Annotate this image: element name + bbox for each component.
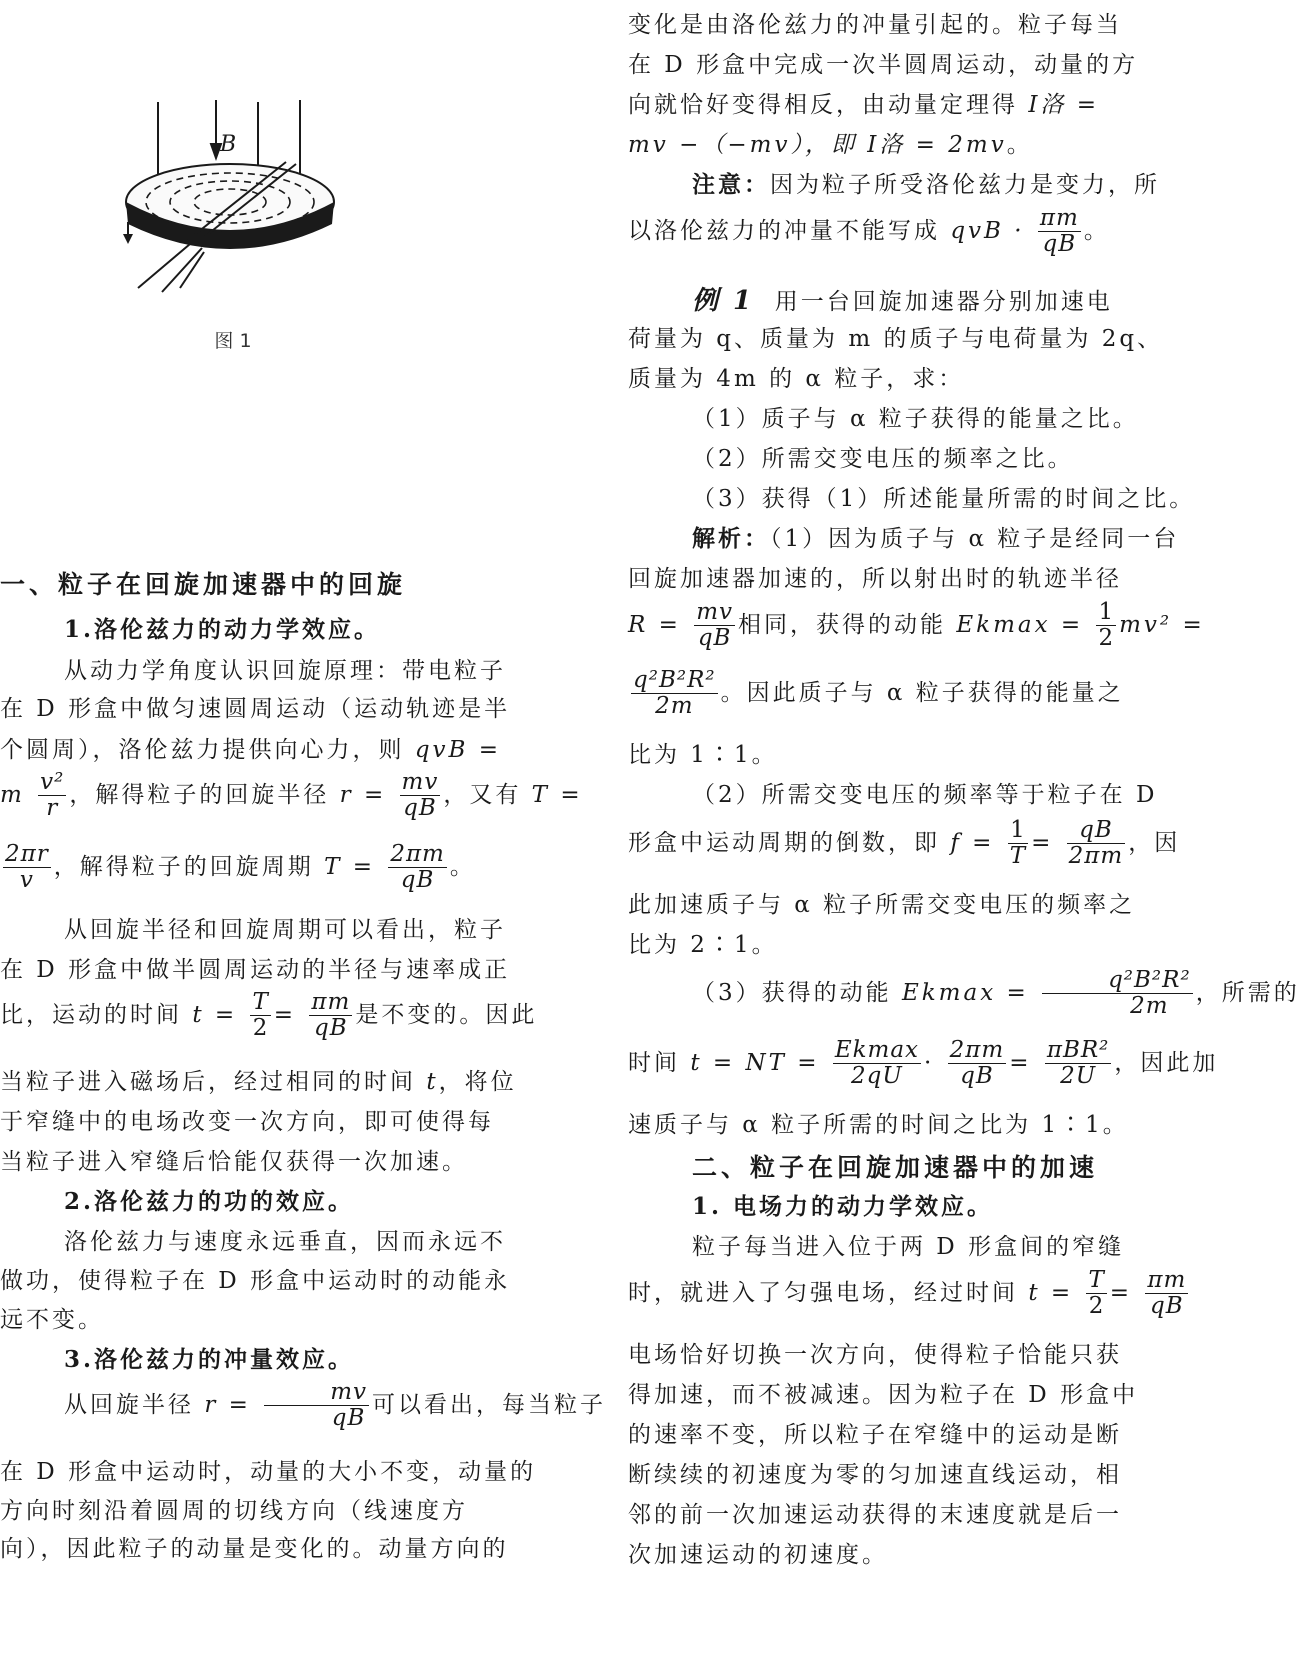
- paragraph-line: 得加速，而不被减速。因为粒子在 D 形盒中: [628, 1382, 1139, 1408]
- subsection-2-title: 2.洛伦兹力的功的效应。: [64, 1188, 355, 1215]
- formula: Ekmax =: [901, 979, 1029, 1006]
- paragraph-line: 从动力学角度认识回旋原理：带电粒子: [64, 658, 506, 684]
- paragraph-line: 回旋加速器加速的，所以射出时的轨迹半径: [628, 566, 1122, 592]
- text-run: （3）获得的动能: [692, 979, 902, 1006]
- text-run: 以洛伦兹力的冲量不能写成: [628, 217, 951, 244]
- paragraph-line: 比为 1∶1。: [628, 742, 778, 768]
- formula: m: [0, 781, 25, 808]
- note-label: 注意：: [692, 172, 770, 198]
- fraction-pim-qb: $\frac{\pi m}{qB}$: [311, 989, 351, 1042]
- paragraph-line: 做功，使得粒子在 D 形盒中运动时的动能永: [0, 1268, 511, 1294]
- formula: I洛 =: [1028, 92, 1099, 118]
- paragraph-line: 在 D 形盒中做半圆周运动的半径与速率成正: [0, 957, 511, 983]
- text-run: 比，运动的时间: [0, 1001, 193, 1028]
- paragraph-line: 次加速运动的初速度。: [628, 1542, 888, 1568]
- paragraph-line: [628, 126, 1188, 159]
- fraction-q2b2r2-2m: $\frac{\text{q²B²R²}}{2m}$: [633, 667, 716, 720]
- text-run: 。因此质子与 α 粒子获得的能量之: [720, 679, 1124, 706]
- formula: T =: [324, 853, 375, 880]
- formula-line: [0, 842, 578, 902]
- formula: r =: [339, 781, 387, 808]
- formula: t =: [1028, 1279, 1074, 1306]
- paragraph-line: 方向时刻沿着圆周的切线方向（线速度方: [0, 1498, 468, 1524]
- text-run: 向就恰好变得相反，由动量定理得: [628, 92, 1029, 118]
- fraction-2pim-qb: $\frac{2\pi m}{qB}$: [390, 841, 445, 894]
- text-run: 。: [1006, 132, 1033, 158]
- paragraph-line: 断续续的初速度为零的匀加速直线运动，相: [628, 1462, 1122, 1488]
- text-run: 当粒子进入磁场后，经过相同的时间: [0, 1069, 427, 1095]
- text-run: 相同，获得的动能: [738, 611, 957, 638]
- section-1-title: 一、粒子在回旋加速器中的回旋: [0, 570, 407, 599]
- formula: Ekmax =: [956, 611, 1084, 638]
- fraction-ek-2qu: Ekmax 2qU: [834, 1037, 920, 1090]
- paragraph-line: 从回旋半径和回旋周期可以看出，粒子: [64, 917, 506, 943]
- fraction-t-2: $\frac{T}{2}$: [1088, 1267, 1105, 1320]
- paragraph-line: 向），因此粒子的动量是变化的。动量方向的: [0, 1536, 509, 1562]
- fraction-2pim-qb: $\frac{2\pi m}{qB}$: [949, 1037, 1005, 1090]
- cyclotron-figure: [118, 92, 398, 322]
- paragraph-line: 荷量为 q、质量为 m 的质子与电荷量为 2q、: [628, 326, 1164, 352]
- paragraph-line: 当粒子进入窄缝后恰能仅获得一次加速。: [0, 1149, 468, 1175]
- paragraph-line: 邻的前一次加速运动获得的末速度就是后一: [628, 1502, 1122, 1528]
- example-line: [628, 280, 1188, 317]
- fraction-t-2: $\frac{T}{2}$: [252, 989, 269, 1042]
- paragraph-line: 远不变。: [0, 1307, 104, 1333]
- fraction-q2b2r2-2m: $\frac{\text{q²B²R²}}{2m}$: [1042, 968, 1193, 1020]
- solution-label: 解析：: [692, 526, 770, 552]
- formula: r =: [204, 1391, 251, 1418]
- paragraph-line: 变化是由洛伦兹力的冲量引起的。粒子每当: [628, 12, 1122, 38]
- formula: f =: [950, 829, 995, 856]
- question-1: （1）质子与 α 粒子获得的能量之比。: [692, 406, 1139, 432]
- formula: mv −（−mv），即: [628, 132, 868, 158]
- formula-line: [628, 206, 1188, 266]
- question-3: （3）获得（1）所述能量所需的时间之比。: [692, 486, 1196, 512]
- text-run: 。: [1083, 217, 1110, 244]
- formula: R =: [628, 611, 681, 638]
- subsection-3-title: 3.洛伦兹力的冲量效应。: [64, 1346, 355, 1373]
- fraction-2pir-v: $\frac{2\pi r}{v}$: [5, 841, 49, 894]
- paragraph-line: 速质子与 α 粒子所需的时间之比为 1∶1。: [628, 1112, 1129, 1138]
- formula: I洛 = 2mv: [867, 132, 1007, 158]
- subsection-4-title: 1. 电场力的动力学效应。: [692, 1193, 994, 1220]
- text-run: ，因: [1128, 829, 1181, 856]
- solution-line: [628, 520, 1188, 553]
- text-run: 可以看出，每当粒子: [372, 1391, 607, 1418]
- section-2-title: 二、粒子在回旋加速器中的加速: [692, 1153, 1099, 1182]
- fraction-mv-qb: $\frac{mv}{qB}$: [401, 769, 439, 822]
- fraction-mv-qb: $\frac{mv}{qB}$: [264, 1380, 369, 1432]
- text-run: 是不变的。因此: [355, 1001, 538, 1028]
- paragraph-line: 的速率不变，所以粒子在窄缝中的运动是断: [628, 1422, 1122, 1448]
- paragraph-line: [628, 86, 1188, 119]
- text-run: ，解得粒子的回旋半径: [69, 781, 340, 808]
- formula: qvB =: [414, 737, 502, 763]
- question-2: （2）所需交变电压的频率之比。: [692, 446, 1074, 472]
- formula: T =: [531, 781, 583, 808]
- formula: mv² =: [1119, 611, 1205, 638]
- example-label: 例 1: [692, 286, 755, 316]
- paragraph-line: 质量为 4m 的 α 粒子，求：: [628, 366, 965, 392]
- paragraph-line: （2）所需交变电压的频率等于粒子在 D: [692, 782, 1158, 808]
- text-run: ，将位: [438, 1069, 517, 1095]
- text-run: 从回旋半径: [64, 1391, 205, 1418]
- text-run: （1）因为质子与 α 粒子是经同一台: [770, 526, 1180, 552]
- formula-line: [628, 599, 1205, 660]
- text-run: ，又有: [443, 781, 532, 808]
- fraction-v2-r: $\frac{\text{v²}}{r}$: [40, 769, 65, 822]
- fraction-pim-qb: $\frac{\pi m}{qB}$: [1039, 205, 1079, 258]
- formula-line: 时间 t = NT = Ekmax 2qU · $\frac{2\pi m}{qB}$ = πBR² 2U ，因此加: [628, 1037, 1219, 1090]
- fraction-qb-2pim: $\frac{qB}{2\pi m}$: [1068, 817, 1124, 870]
- formula: t =: [192, 1001, 238, 1028]
- formula-line: [0, 769, 583, 830]
- formula-line: 形盒中运动周期的倒数，即 f = $\frac{1}{T}$ = $\frac{qB}{2\pi m}$ ，因: [628, 817, 1181, 870]
- fraction-pibr2-2u: πBR² 2U: [1046, 1037, 1110, 1090]
- text-run: ，所需的: [1195, 979, 1300, 1006]
- paragraph-line: 粒子每当进入位于两 D 形盒间的窄缝: [692, 1234, 1125, 1260]
- subsection-1-title: 1.洛伦兹力的动力学效应。: [64, 616, 381, 643]
- paragraph-line: [0, 731, 578, 764]
- formula-line: 比，运动的时间 t = $\frac{T}{2}$ = $\frac{\pi m}{qB}$ 是不变的。因此: [0, 989, 538, 1042]
- text-run: 。: [449, 853, 476, 880]
- text-run: 个圆周），洛伦兹力提供向心力，则: [0, 737, 415, 763]
- fraction-1-2: $\frac{1}{2}$: [1098, 599, 1115, 652]
- formula-line: [628, 967, 1300, 1028]
- text-run: 因为粒子所受洛伦兹力是变力，所: [770, 172, 1160, 198]
- paragraph-line: 在 D 形盒中完成一次半圆周运动，动量的方: [628, 52, 1139, 78]
- formula-line: [628, 668, 1188, 730]
- text-run: ，解得粒子的回旋周期: [53, 853, 325, 880]
- formula: t = NT =: [690, 1049, 820, 1076]
- note-line: [628, 166, 1188, 199]
- text-run: 时，就进入了匀强电场，经过时间: [628, 1279, 1029, 1306]
- text-run: 形盒中运动周期的倒数，即: [628, 829, 951, 856]
- formula: qvB ·: [950, 217, 1025, 244]
- fraction-mv-qb: $\frac{mv}{qB}$: [696, 599, 734, 652]
- text-run: 时间: [628, 1049, 691, 1076]
- text-run: ，因此加: [1114, 1049, 1219, 1076]
- formula-line: [0, 1379, 607, 1440]
- paragraph-line: 在 D 形盒中运动时，动量的大小不变，动量的: [0, 1459, 537, 1485]
- paragraph-line: 于窄缝中的电场改变一次方向，即可使得每: [0, 1109, 494, 1135]
- fraction-pim-qb: $\frac{\pi m}{qB}$: [1147, 1267, 1187, 1320]
- figure-caption: 图 1: [214, 330, 252, 352]
- field-label-b: B: [220, 132, 237, 157]
- formula-line: 时，就进入了匀强电场，经过时间 t = $\frac{T}{2}$ = $\frac{\pi m}{qB}$: [628, 1267, 1187, 1320]
- paragraph-line: 电场恰好切换一次方向，使得粒子恰能只获: [628, 1342, 1122, 1368]
- paragraph-line: [0, 1063, 578, 1096]
- formula: t: [426, 1069, 439, 1095]
- paragraph-line: 此加速质子与 α 粒子所需交变电压的频率之: [628, 892, 1136, 918]
- fraction-1-t: $\frac{1}{T}$: [1009, 817, 1027, 870]
- paragraph-line: 洛伦兹力与速度永远垂直，因而永远不: [64, 1229, 506, 1255]
- text-run: 用一台回旋加速器分别加速电: [774, 289, 1113, 315]
- paragraph-line: 在 D 形盒中做匀速圆周运动（运动轨迹是半: [0, 696, 511, 722]
- paragraph-line: 比为 2∶1。: [628, 932, 778, 958]
